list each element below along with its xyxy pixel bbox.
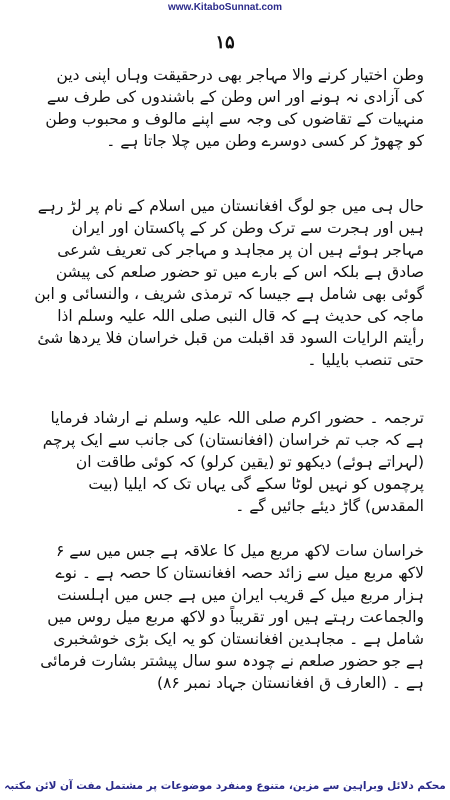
citation: (العارف ق افغانستان جہاد نمبر ۸۶)	[157, 674, 387, 692]
khurasan-text: خراسان سات لاکھ مربع میل کا علاقہ ہے جس میں سے ۶ لاکھ مربع میل سے زائد حصہ افغانستان کا حصہ ہے ۔ نوے ہزار مربع میل کے قریب ایران میں ہے جس میں اہلسنت والجماعت رہتے ہیں اور تقریباً دو لاکھ مربع میل روس میں شامل ہے ۔ مجاہدین افغانستان کو یہ ایک بڑی خوشخبری ہے جو حضور صلعم نے چودہ سو سال پیشتر بشارت فرمائی ہے ۔	[40, 542, 424, 692]
paragraph-khurasan	[34, 540, 424, 740]
paragraph-hadith: حال ہی میں جو لوگ افغانستان میں اسلام کے نام پر لڑ رہے ہیں اور ہجرت سے ترک وطن کر کے پاکستان اور ایران مہاجر ہوئے ہیں ان پر مجاہد و مہاجر کی تعریف شرعی صادق ہے بلکہ اس کے بارے میں تو حضور صلعم کی پیشن گوئی بھی شامل ہے جیسا کہ ترمذی شریف ، والنسائی و ابن ماجہ کی حدیث ہے کہ قال النبی صلی اللہ علیہ وسلم اذا رأیتم الرایات السود قد اقبلت من قبل خراسان فلا یردھا شئ حتی تنصب بایلیا ۔	[34, 197, 424, 369]
paragraph-translation: ترجمہ ۔ حضور اکرم صلی اللہ علیہ وسلم نے ارشاد فرمایا ہے کہ جب تم خراسان (افغانستان) کی جانب سے ایک پرچم (لہراتے ہوئے) دیکھو تو (یقین کرلو) کہ کوئی طاقت ان پرچموں کو نہیں لوٹا سکے گی یہاں تک کہ ایلیا (بیت المقدس) گاڑ دیئے جائیں گے ۔	[42, 409, 424, 515]
page-number: ۱۵	[215, 32, 235, 53]
page-body	[34, 64, 424, 764]
site-url[interactable]: www.KitaboSunnat.com	[167, 2, 283, 13]
paragraph-migration: وطن اختیار کرنے والا مہاجر بھی درحقیقت وہاں اپنی دین کی آزادی نہ ہونے اور اس وطن کے باشندوں کی طرف سے منہیات کے تقاضوں کی وجہ سے اپنے مالوف و محبوب وطن کو چھوڑ کر کسی دوسرے وطن میں چلا جاتا ہے ۔	[45, 66, 424, 150]
footer-tagline: محکم دلائل وبراہین سے مزین، متنوع ومنفرد موضوعات پر مشتمل مفت آن لائن مکتبہ	[4, 780, 446, 792]
